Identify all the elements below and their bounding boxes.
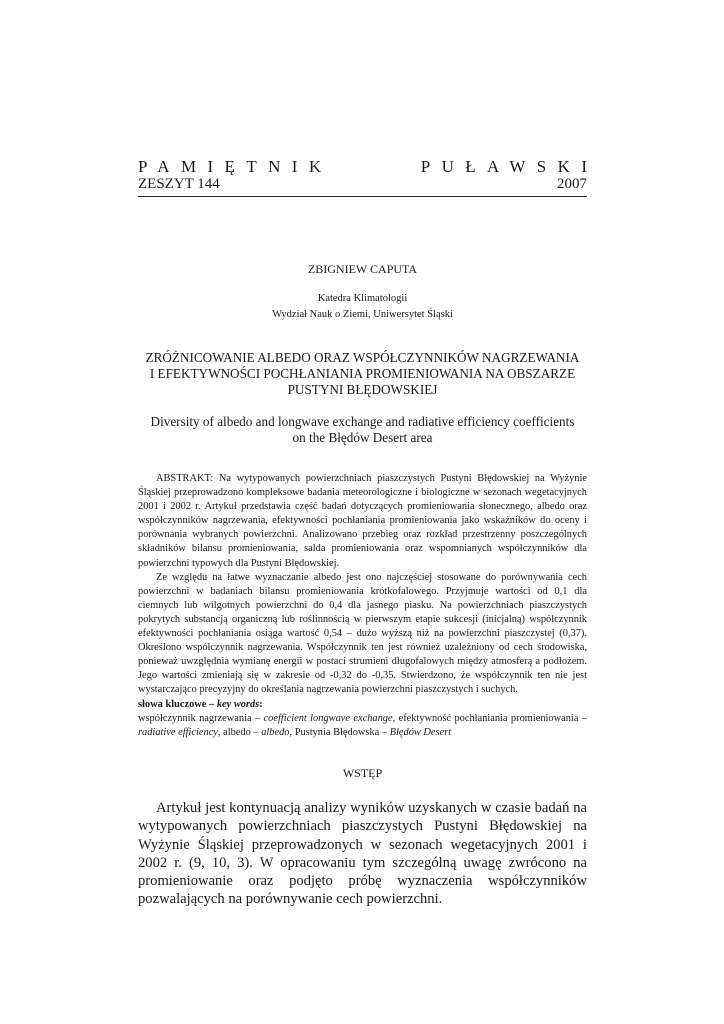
section-heading: WSTĘP: [342, 766, 383, 780]
abstract-paragraph: ABSTRAKT: Na wytypowanych powierzchniach piaszczystych Pustyni Błędowskiej na Wyżynie Śląskiej przeprowadzono kompleksowe badania meteorologiczne i biologiczne w sezonach wegetacyjnych 2001 i 2002 r. Artykuł przedstawia część badań dotyczących promieniowania słonecznego, albedo oraz współczynników nagrzewania, efektywności pochłaniania promieniowania jako wskaźników do oceny i porównania wybranych powierzchni. Analizowano przebieg oraz rozkład przestrzenny poszczególnych składników bilansu promieniowania, salda promieniowania oraz wspomnianych współczynników dla powierzchni typowych dla Pustyni Błędowskiej.: [138, 473, 587, 569]
header-rule: [138, 196, 587, 197]
title-line: PUSTYNI BŁĘDOWSKIEJ: [287, 382, 438, 397]
keywords-heading-colon: :: [259, 699, 263, 710]
keyword-en: Błędów Desert: [389, 727, 452, 739]
journal-title-row: [138, 157, 599, 177]
paper-title-english: [138, 414, 587, 446]
keywords-heading-en: key words: [216, 699, 260, 710]
keywords-heading-pl: słowa kluczowe –: [138, 699, 215, 710]
affiliation-line: Katedra Klimatologii: [317, 293, 408, 304]
keyword-pl: współczynnik nagrzewania –: [138, 713, 264, 725]
keyword-pl: , albedo –: [217, 727, 262, 739]
keyword-pl: , Pustynia Błędowska –: [289, 727, 390, 739]
journal-name-right: PUŁAWSKI: [420, 157, 599, 176]
title-line: Diversity of albedo and longwave exchange and radiative efficiency coefficients: [150, 414, 575, 429]
author-name: ZBIGNIEW CAPUTA: [307, 262, 418, 276]
keyword-en: albedo: [261, 727, 290, 739]
keyword-en: coefficient longwave exchange: [263, 713, 393, 725]
issue-row: [138, 176, 587, 193]
affiliation-line: Wydział Nauk o Ziemi, Uniwersytet Śląski: [272, 309, 453, 320]
issue-number: ZESZYT 144: [138, 176, 220, 192]
affiliation: [138, 291, 587, 323]
keyword-pl: , efektywność pochłaniania promieniowania –: [392, 713, 587, 725]
keyword-en: radiative efficiency: [138, 727, 218, 739]
title-line: on the Błędów Desert area: [292, 430, 433, 445]
title-line: I EFEKTYWNOŚCI POCHŁANIANIA PROMIENIOWANIA NA OBSZARZE: [149, 366, 576, 381]
journal-name-left: PAMIĘTNIK: [138, 157, 333, 176]
abstract-paragraph: Ze względu na łatwe wyznaczanie albedo jest ono najczęściej stosowane do porównywania cech powierzchni w badaniach bilansu promieniowania krótkofalowego. Przyjmuje wartości od 0,1 dla ciemnych lub wilgotnych powierzchni do 0,4 dla jasnego piasku. Na powierzchniach piaszczystych pokrytych substancją organiczną lub roślinnością w pierwszym etapie sukcesji (inicjalną) współczynnik efektywności pochłaniania osiąga wartość 0,54 – dużo wyższą niż na powierzchni piaszczystej (0,37). Określono współczynnik nagrzewania. Współczynnik ten jest również uzależniony od cech środowiska, ponieważ uwzględnia wymianę energii w postaci strumieni długofalowych między atmosferą a podłożem. Jego wartości zmieniają się w zakresie od -0,32 do -0,35. Stwierdzono, że współczynnik ten nie jest wystarczająco precyzyjny do określania nagrzewania powierzchni piaszczystych i suchych.: [138, 571, 587, 696]
abstract: [138, 472, 587, 698]
paper-title-polish: [138, 350, 587, 398]
keywords-heading: [138, 698, 587, 712]
keywords-list: [138, 712, 587, 740]
intro-paragraph: Artykuł jest kontynuacją analizy wyników uzyskanych w czasie badań na wytypowanych powierzchniach piaszczystych Pustyni Błędowskiej na Wyżynie Śląskiej przeprowadzonych w sezonach wegetacyjnych 2001 i 2002 r. (9, 10, 3). W opracowaniu tym szczególną uwagę zwrócono na promieniowanie oraz podjęto próbę wyznaczenia współczynników pozwalających na porównywanie cech powierzchni.: [138, 800, 587, 908]
keywords: [138, 698, 587, 740]
title-line: ZRÓŻNICOWANIE ALBEDO ORAZ WSPÓŁCZYNNIKÓW NAGRZEWANIA: [145, 350, 580, 365]
issue-year: 2007: [557, 176, 587, 192]
